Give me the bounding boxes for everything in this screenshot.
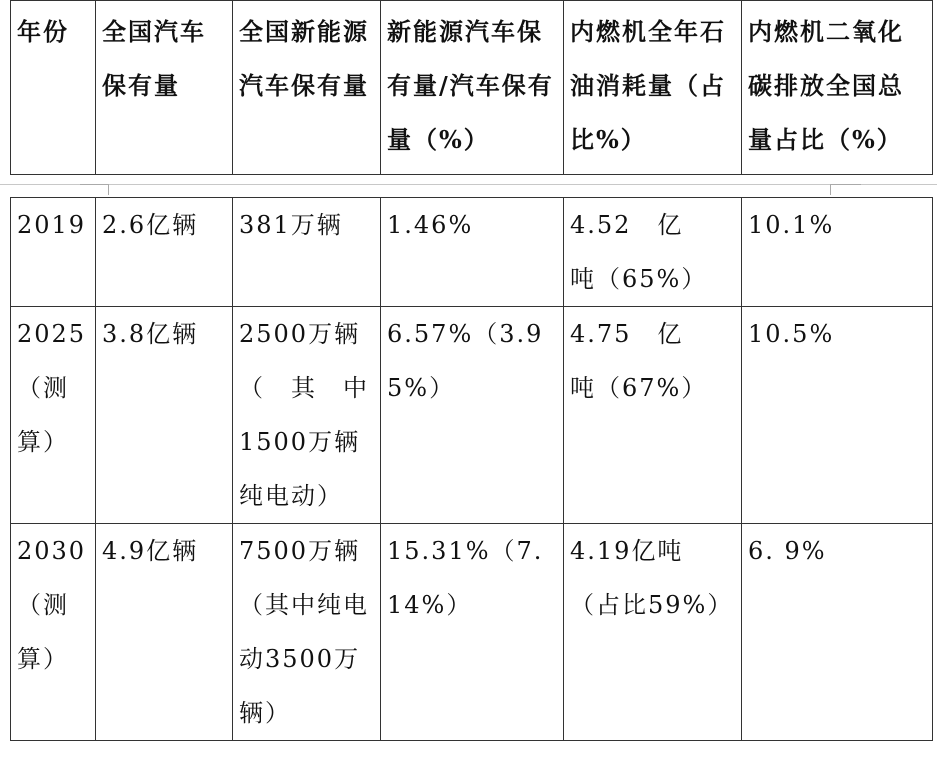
cell-nev-vehicles: 381万辆: [233, 198, 381, 307]
header-ice-co2: 内燃机二氧化碳排放全国总量占比（%）: [742, 1, 933, 175]
cell-ice-oil: 4.19亿吨（占比59%）: [564, 524, 742, 741]
cell-ice-co2: 6. 9%: [742, 524, 933, 741]
header-total-vehicles: 全国汽车保有量: [96, 1, 233, 175]
cell-year: 2019: [11, 198, 96, 307]
header-ice-oil: 内燃机全年石油消耗量（占比%）: [564, 1, 742, 175]
table-row: [11, 198, 933, 307]
table-row: [11, 307, 933, 524]
crop-mark-right: [830, 184, 861, 195]
crop-mark-left: [80, 184, 109, 195]
cell-ice-co2: 10.5%: [742, 307, 933, 524]
table-body: [10, 197, 933, 741]
page-break-line: [0, 184, 937, 185]
cell-ice-oil: 4.75 亿 吨（67%）: [564, 307, 742, 524]
cell-ice-oil: 4.52 亿 吨（65%）: [564, 198, 742, 307]
cell-nev-vehicles: 7500万辆（其中纯电动3500万辆）: [233, 524, 381, 741]
header-year: 年份: [11, 1, 96, 175]
cell-nev-vehicles: 2500万辆（ 其 中 1500万辆纯电动）: [233, 307, 381, 524]
cell-total-vehicles: 3.8亿辆: [96, 307, 233, 524]
cell-year: 2030（测算）: [11, 524, 96, 741]
cell-nev-share: 6.57%（3.95%）: [381, 307, 564, 524]
cell-total-vehicles: 4.9亿辆: [96, 524, 233, 741]
table-row: [11, 524, 933, 741]
cell-nev-share: 1.46%: [381, 198, 564, 307]
cell-year: 2025（测算）: [11, 307, 96, 524]
cell-nev-share: 15.31%（7.14%）: [381, 524, 564, 741]
table-header: [10, 0, 933, 175]
cell-ice-co2: 10.1%: [742, 198, 933, 307]
header-nev-vehicles: 全国新能源汽车保有量: [233, 1, 381, 175]
header-nev-share: 新能源汽车保有量/汽车保有量（%）: [381, 1, 564, 175]
cell-total-vehicles: 2.6亿辆: [96, 198, 233, 307]
